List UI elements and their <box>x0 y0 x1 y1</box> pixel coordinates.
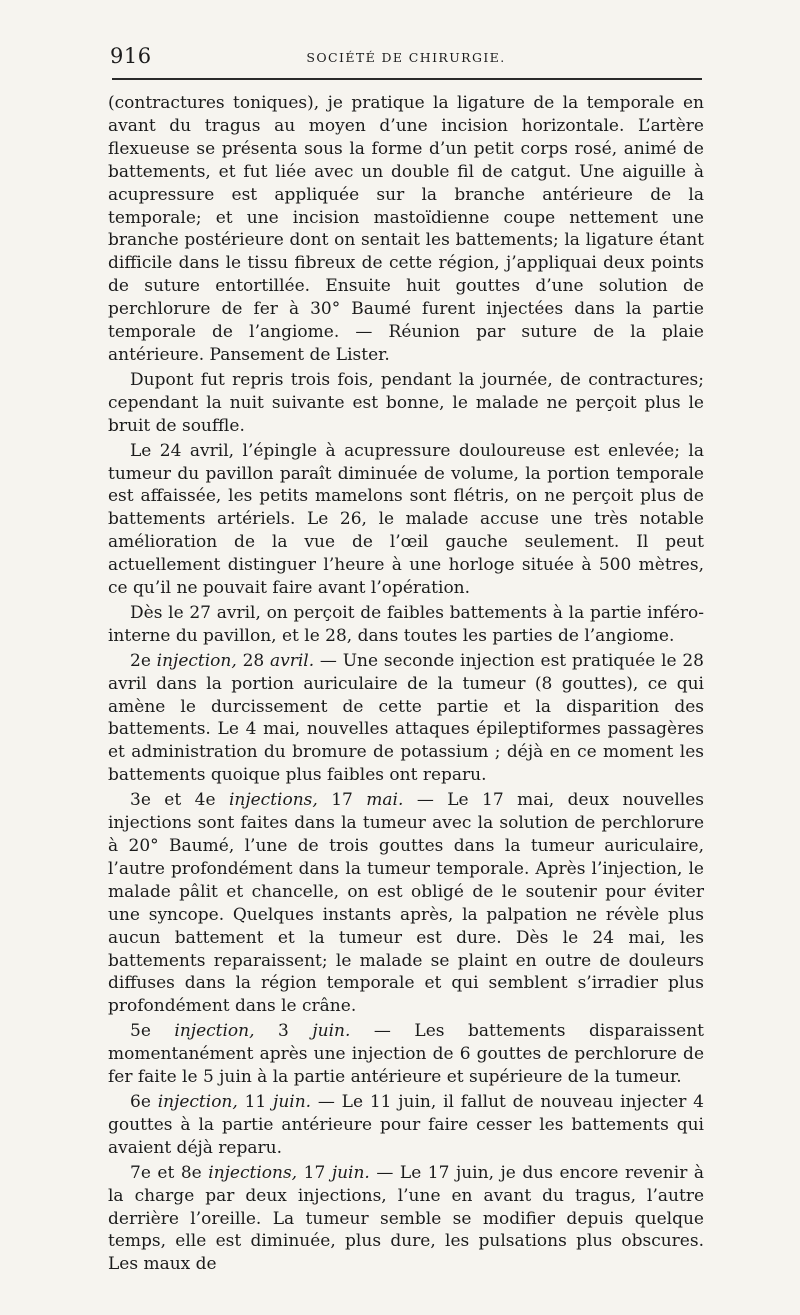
page-number: 916 <box>110 44 152 68</box>
text-segment: Le 24 avril, l’épingle à acupressure douloureuse est enlevée; la tumeur du pavillon paraît diminuée de volume, la portion temporale est affaissée, les petits mamelons sont flétris, on ne perçoit plus de battements artériels. Le 26, le malade accuse une très notable amélioration de la vue de l’œil gauche seulement. Il peut actuellement distinguer l’heure à une horloge située à 500 mètres, ce qu’il ne pouvait faire avant l’opération. <box>108 440 704 599</box>
text-segment: 7e et 8e <box>130 1162 209 1183</box>
italic-segment: injections, <box>228 790 318 811</box>
italic-segment: juin. <box>273 1091 312 1112</box>
paragraph-p3 <box>108 440 704 600</box>
italic-segment: injections, <box>208 1162 298 1183</box>
italic-segment: juin. <box>312 1021 351 1042</box>
paragraph-p8 <box>108 1091 704 1160</box>
paragraph-p1 <box>108 92 704 367</box>
paragraph-p6 <box>108 789 704 1018</box>
text-segment: 17 <box>297 1162 332 1183</box>
text-segment: 11 <box>237 1091 274 1112</box>
text-segment: — Le 17 juin, je dus encore revenir à la charge par deux injections, l’une en avant du tragus, l’autre derrière l’oreille. La tumeur semble se modifier depuis quelque temps, elle est diminuée, plus dure, les pulsations plus obscures. Les maux de <box>108 1162 704 1275</box>
italic-segment: injection, <box>157 1091 238 1112</box>
text-segment: Dupont fut repris trois fois, pendant la journée, de contractures; cependant la nuit suivante est bonne, le malade ne perçoit plus le bruit de souffle. <box>108 369 704 436</box>
text-segment: — Le 17 mai, deux nouvelles injections sont faites dans la tumeur avec la solution de perchlorure à 20° Baumé, l’une de trois gouttes dans la tumeur auriculaire, l’autre profondément dans la tumeur temporale. Après l’injection, le malade pâlit et chancelle, on est obligé de le soutenir pour éviter une syncope. Quelques instants après, la palpation ne révèle plus aucun battement et la tumeur est dure. Dès le 24 mai, les battements reparaissent; le malade se plaint en outre de douleurs diffuses dans la région temporale et qui semblent s’irradier plus profondément dans le crâne. <box>108 790 704 1017</box>
text-segment: 5e <box>130 1021 175 1042</box>
text-segment: 3e et 4e <box>130 790 229 811</box>
text-segment: 28 <box>236 650 270 671</box>
italic-segment: injection, <box>156 650 237 671</box>
text-segment: — Les battements disparaissent momentanément après une injection de 6 gouttes de perchlorure de fer faite le 5 juin à la partie antérieure et supérieure de la tumeur. <box>108 1021 705 1088</box>
text-segment: — Le 11 juin, il fallut de nouveau injecter 4 gouttes à la partie antérieure pour faire cesser les battements qui avaient déjà reparu. <box>108 1091 704 1158</box>
text-segment: 3 <box>254 1021 313 1042</box>
body-text <box>108 92 704 1276</box>
italic-segment: avril. <box>269 650 315 671</box>
running-title: SOCIÉTÉ DE CHIRURGIE. <box>306 50 506 65</box>
paragraph-p5 <box>108 650 704 787</box>
italic-segment: mai. <box>366 790 404 811</box>
header-rule <box>112 78 702 80</box>
italic-segment: injection, <box>174 1021 255 1042</box>
paragraph-p7 <box>108 1020 704 1089</box>
text-segment: (contractures toniques), je pratique la ligature de la temporale en avant du tragus au moyen d’une incision horizontale. L’artère flexueuse se présenta sous la forme d’un petit corps rosé, animé de battements, et fut liée avec un double fil de catgut. Une aiguille à acupressure est appliquée sur la branche antérieure de la temporale; et une incision mastoïdienne coupe nettement une branche postérieure dont on sentait les battements; la ligature étant difficile dans le tissu fibreux de cette région, j’appliquai deux points de suture entortillée. Ensuite huit gouttes d’une solution de perchlorure de fer à 30° Baumé furent injectées dans la partie temporale de l’angiome. — Réunion par suture de la plaie antérieure. Pansement de Lister. <box>108 93 704 365</box>
paragraph-p4 <box>108 602 704 648</box>
text-segment: 17 <box>317 790 367 811</box>
text-segment: Dès le 27 avril, on perçoit de faibles battements à la partie inféro-interne du pavillon, et le 28, dans toutes les parties de l’angiome. <box>108 602 704 646</box>
text-segment: — Une seconde injection est pratiquée le 28 avril dans la portion auriculaire de la tumeur (8 gouttes), ce qui amène le durcissement de cette partie et la disparition des battements. Le 4 mai, nouvelles attaques épileptiformes passagères et administration du bromure de potassium ; déjà en ce moment les battements quoique plus faibles ont reparu. <box>108 650 704 786</box>
paragraph-p2 <box>108 369 704 438</box>
text-segment: 2e <box>130 650 157 671</box>
text-segment: 6e <box>130 1091 158 1112</box>
page-header <box>106 44 706 72</box>
italic-segment: juin. <box>331 1162 370 1183</box>
paragraph-p9 <box>108 1162 704 1277</box>
